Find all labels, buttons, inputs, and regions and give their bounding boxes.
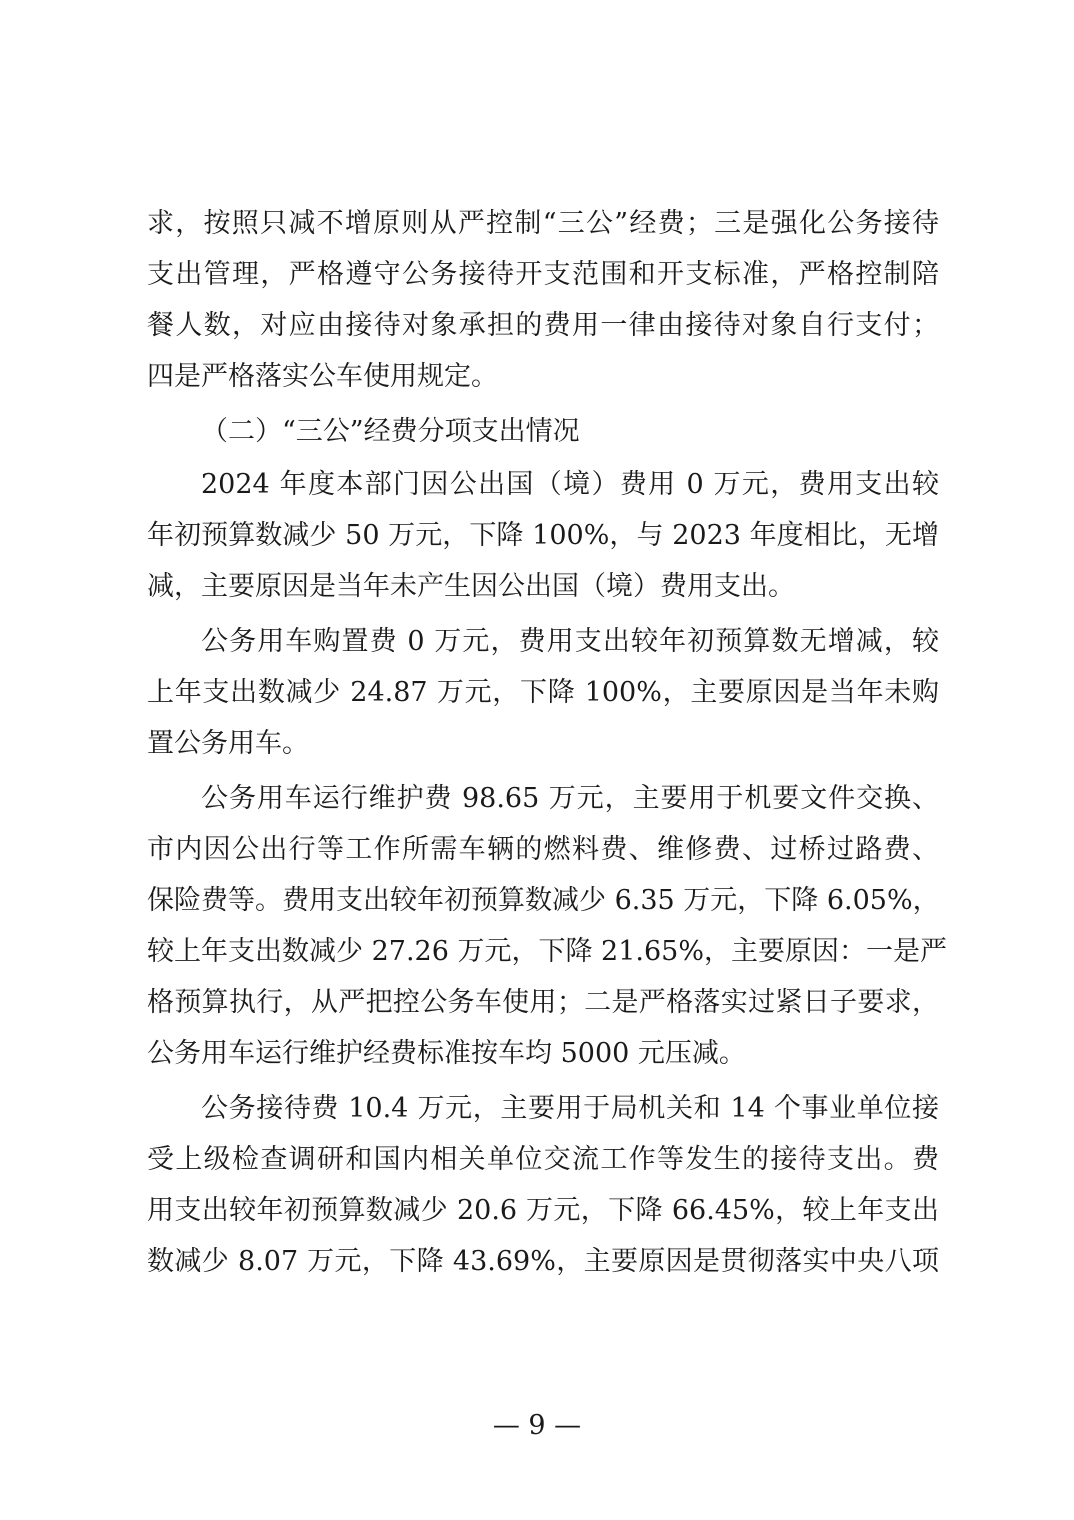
text-line: 公务用车运行维护经费标准按车均 5000 元压减。 bbox=[147, 1038, 746, 1069]
section-heading: （二）“三公”经费分项支出情况 bbox=[201, 416, 580, 447]
text-line: 受上级检查调研和国内相关单位交流工作等发生的接待支出。费 bbox=[147, 1144, 939, 1175]
text-line: 2024 年度本部门因公出国（境）费用 0 万元，费用支出较 bbox=[201, 469, 939, 500]
text-line: 减，主要原因是当年未产生因公出国（境）费用支出。 bbox=[147, 571, 795, 602]
text-line: 公务用车运行维护费 98.65 万元，主要用于机要文件交换、 bbox=[201, 783, 939, 814]
text-line: 用支出较年初预算数减少 20.6 万元，下降 66.45%，较上年支出 bbox=[147, 1195, 939, 1226]
text-line: 数减少 8.07 万元，下降 43.69%，主要原因是贯彻落实中央八项 bbox=[147, 1246, 939, 1277]
text-line: 年初预算数减少 50 万元，下降 100%，与 2023 年度相比，无增 bbox=[147, 520, 939, 551]
text-line: 保险费等。费用支出较年初预算数减少 6.35 万元，下降 6.05%， bbox=[147, 885, 940, 916]
text-line: 公务接待费 10.4 万元，主要用于局机关和 14 个事业单位接 bbox=[201, 1093, 939, 1124]
text-line: 上年支出数减少 24.87 万元，下降 100%，主要原因是当年未购 bbox=[147, 677, 939, 708]
page-number: — 9 — bbox=[492, 1410, 582, 1441]
text-line: 支出管理，严格遵守公务接待开支范围和开支标准，严格控制陪 bbox=[147, 259, 939, 290]
text-line: 餐人数，对应由接待对象承担的费用一律由接待对象自行支付； bbox=[147, 310, 939, 341]
text-line: 较上年支出数减少 27.26 万元，下降 21.65%，主要原因：一是严 bbox=[147, 936, 947, 967]
text-line: 四是严格落实公车使用规定。 bbox=[147, 361, 498, 392]
text-line: 求，按照只减不增原则从严控制“三公”经费；三是强化公务接待 bbox=[147, 208, 939, 239]
text-line: 公务用车购置费 0 万元，费用支出较年初预算数无增减，较 bbox=[201, 626, 939, 657]
text-line: 置公务用车。 bbox=[147, 728, 309, 759]
text-line: 格预算执行，从严把控公务车使用；二是严格落实过紧日子要求， bbox=[147, 987, 939, 1018]
text-line: 市内因公出行等工作所需车辆的燃料费、维修费、过桥过路费、 bbox=[147, 834, 939, 865]
